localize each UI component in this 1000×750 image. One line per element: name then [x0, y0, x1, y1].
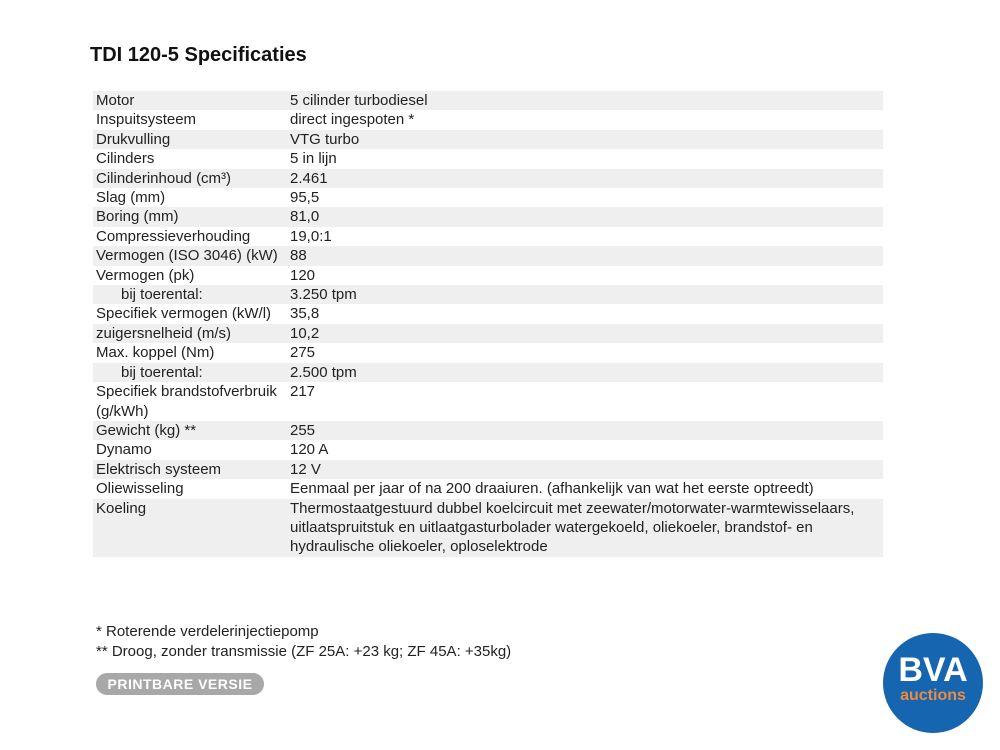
- print-version-button[interactable]: PRINTBARE VERSIE: [96, 673, 264, 695]
- spec-label: Dynamo: [96, 441, 152, 459]
- spec-value: Thermostaatgestuurd dubbel koelcircuit met zeewater/motorwater-warmtewisselaars, uitlaatspruitstuk en uitlaatgasturbolader watergekoeld, oliekoeler, brandstof- en hydraulische oliekoeler, oploselektrode: [290, 499, 855, 556]
- spec-value: 5 in lijn: [290, 150, 337, 168]
- spec-value: 10,2: [290, 324, 320, 342]
- table-row: [93, 285, 883, 304]
- table-row: [93, 188, 883, 207]
- spec-label: Cilinderinhoud (cm³): [96, 169, 232, 187]
- table-row: [93, 343, 883, 362]
- spec-label: Elektrisch systeem: [96, 460, 222, 478]
- footnote: ** Droog, zonder transmissie (ZF 25A: +23 kg; ZF 45A: +35kg): [96, 642, 512, 660]
- table-row: [93, 149, 883, 168]
- table-row: [93, 382, 883, 421]
- table-row: [93, 363, 883, 382]
- table-row: [93, 421, 883, 440]
- spec-value: VTG turbo: [290, 130, 360, 148]
- spec-value: 88: [290, 247, 307, 265]
- footnotes: [96, 622, 511, 661]
- spec-label: Inspuitsysteem: [96, 111, 197, 129]
- table-row: [93, 479, 883, 498]
- spec-value: 217: [290, 383, 316, 401]
- footnote: * Roterende verdelerinjectiepomp: [96, 623, 319, 640]
- spec-label: Cilinders: [96, 150, 155, 168]
- spec-value: 120: [290, 266, 316, 284]
- spec-value: 255: [290, 421, 316, 439]
- spec-value: 5 cilinder turbodiesel: [290, 92, 428, 109]
- table-row: [93, 499, 883, 557]
- spec-value: 95,5: [290, 189, 320, 207]
- spec-label: Gewicht (kg) **: [96, 421, 197, 439]
- spec-value: 2.500 tpm: [290, 363, 357, 381]
- logo-subtext: auctions: [900, 687, 966, 704]
- spec-label: Specifiek vermogen (kW/l): [96, 305, 272, 323]
- table-row: [93, 130, 883, 149]
- spec-value: 12 V: [290, 460, 321, 478]
- spec-label: bij toerental:: [121, 363, 203, 381]
- spec-value: Eenmaal per jaar of na 200 draaiuren. (afhankelijk van wat het eerste optreedt): [290, 480, 814, 498]
- spec-label: Drukvulling: [96, 130, 171, 148]
- specs-table: [93, 91, 883, 557]
- spec-value: 3.250 tpm: [290, 286, 357, 304]
- spec-value: 2.461: [290, 169, 328, 187]
- spec-label: Motor: [96, 92, 135, 109]
- spec-label: Boring (mm): [96, 208, 179, 226]
- spec-value: 19,0:1: [290, 227, 332, 245]
- spec-value: 81,0: [290, 208, 320, 226]
- table-row: [93, 169, 883, 188]
- spec-label: Specifiek brandstofverbruik (g/kWh): [96, 383, 277, 420]
- spec-label: zuigersnelheid (m/s): [96, 324, 232, 342]
- logo-text: BVA: [898, 651, 968, 689]
- table-row: [93, 460, 883, 479]
- spec-label: bij toerental:: [121, 286, 203, 304]
- table-row: [93, 324, 883, 343]
- spec-label: Vermogen (pk): [96, 266, 195, 284]
- spec-label: Koeling: [96, 499, 147, 517]
- spec-value: direct ingespoten *: [290, 111, 415, 129]
- table-row: [93, 440, 883, 459]
- table-row: [93, 304, 883, 323]
- table-row: [93, 207, 883, 226]
- spec-label: Slag (mm): [96, 189, 166, 207]
- table-row: [93, 227, 883, 246]
- spec-label: Max. koppel (Nm): [96, 344, 215, 362]
- spec-label: Oliewisseling: [96, 480, 184, 498]
- spec-value: 120 A: [290, 441, 329, 459]
- table-row: [93, 91, 883, 110]
- table-row: [93, 266, 883, 285]
- spec-label: Compressieverhouding: [96, 227, 251, 245]
- page-title: TDI 120-5 Specificaties: [90, 44, 307, 66]
- table-row: [93, 110, 883, 129]
- spec-value: 275: [290, 344, 316, 362]
- bva-logo: [883, 633, 983, 733]
- spec-label: Vermogen (ISO 3046) (kW): [96, 247, 278, 265]
- table-row: [93, 246, 883, 265]
- spec-value: 35,8: [290, 305, 320, 323]
